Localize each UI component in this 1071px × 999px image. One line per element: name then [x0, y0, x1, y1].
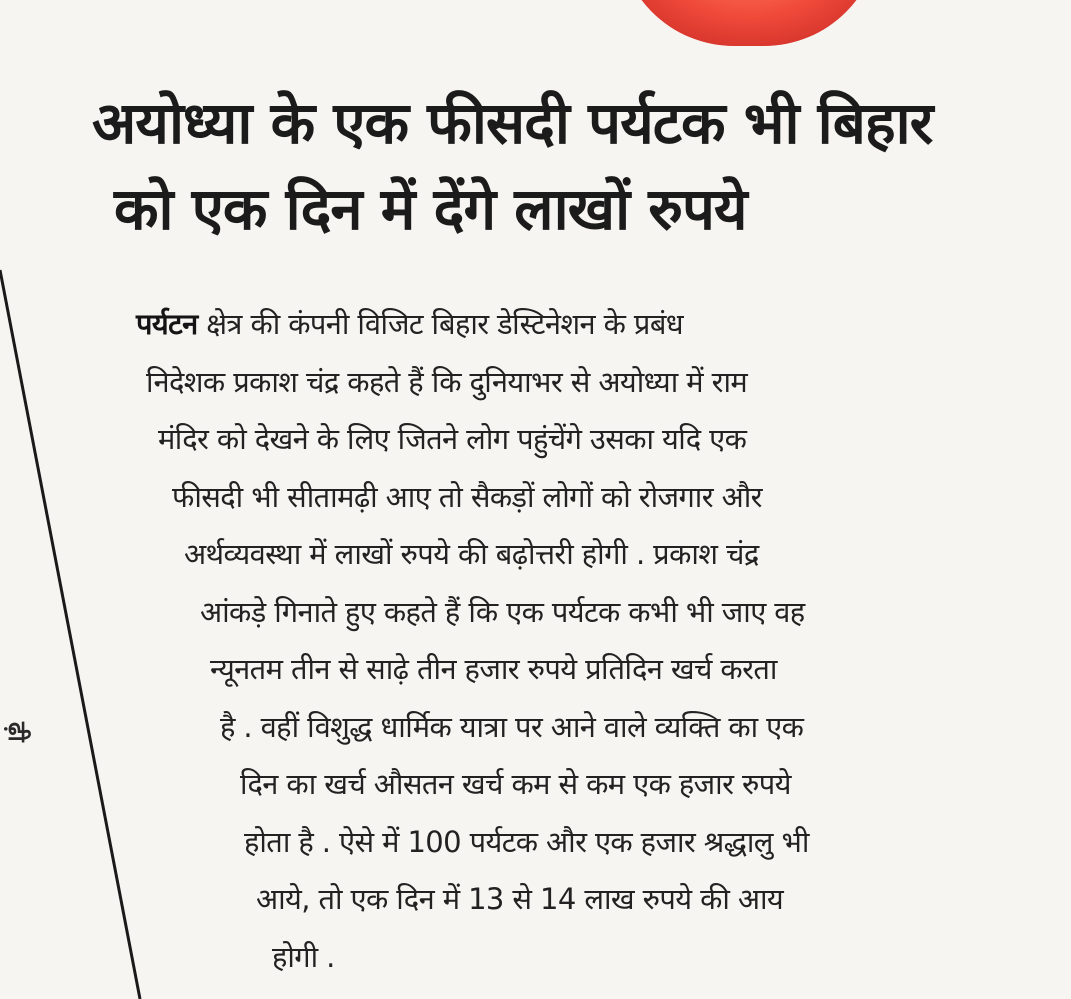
adjacent-column-fragment: ढ़ी	[3, 722, 31, 742]
body-line-7: न्यूनतम तीन से साढ़े तीन हजार रुपये प्रतिदिन खर्च करता	[210, 652, 777, 686]
article-headline	[92, 80, 1022, 252]
body-line-9: दिन का खर्च औसतन खर्च कम से कम एक हजार रुपये	[240, 767, 791, 801]
body-line-1-text: क्षेत्र की कंपनी विजिट बिहार डेस्टिनेशन के प्रबंध	[206, 307, 684, 341]
article-body	[0, 296, 1071, 986]
body-line-11: आये, तो एक दिन में 13 से 14 लाख रुपये की आय	[256, 882, 784, 916]
body-line-8: है . वहीं विशुद्ध धार्मिक यात्रा पर आने वाले व्यक्ति का एक	[220, 709, 804, 744]
body-line-3: मंदिर को देखने के लिए जितने लोग पहुंचेंगे उसका यदि एक	[158, 422, 747, 456]
body-line-1	[0, 296, 1071, 354]
headline-line-1: अयोध्या के एक फीसदी पर्यटक भी बिहार	[92, 89, 933, 157]
body-line-2: निदेशक प्रकाश चंद्र कहते हैं कि दुनियाभर से अयोध्या में राम	[146, 364, 748, 399]
body-line-6: आंकड़े गिनाते हुए कहते हैं कि एक पर्यटक कभी भी जाए वह	[200, 594, 805, 629]
body-line-12: होगी .	[272, 939, 335, 974]
lead-word: पर्यटन	[136, 307, 198, 341]
headline-line-2: को एक दिन में देंगे लाखों रुपये	[114, 175, 747, 243]
body-line-10: होता है . ऐसे में 100 पर्यटक और एक हजार श्रद्धालु भी	[244, 824, 809, 859]
body-line-5: अर्थव्यवस्था में लाखों रुपये की बढ़ोत्तरी होगी . प्रकाश चंद्र	[184, 537, 759, 571]
body-line-4: फीसदी भी सीतामढ़ी आए तो सैकड़ों लोगों को रोजगार और	[172, 479, 762, 514]
